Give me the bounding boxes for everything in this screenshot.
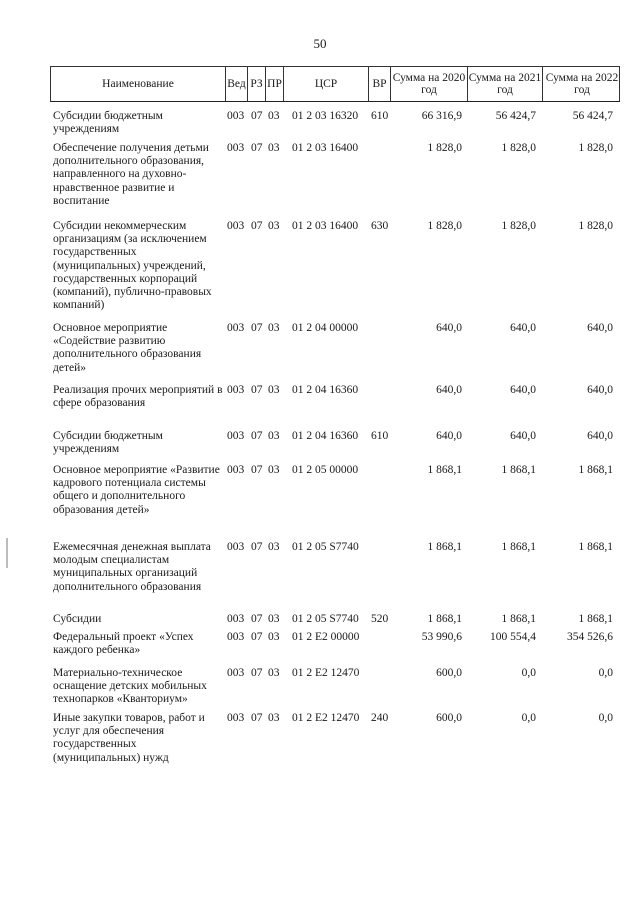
row-rz: 07 xyxy=(251,110,263,122)
row-sum-2020: 1 828,0 xyxy=(427,142,462,154)
row-ved: 003 xyxy=(227,110,245,122)
row-ved: 003 xyxy=(227,464,245,476)
scan-margin-mark xyxy=(6,538,8,568)
row-vr: 610 xyxy=(371,430,389,442)
row-rz: 07 xyxy=(251,541,263,553)
header-name: Наименование xyxy=(51,67,226,101)
row-sum-2020: 53 990,6 xyxy=(421,631,462,643)
row-name: Федеральный проект «Успех каждого ребенка» xyxy=(53,631,194,657)
row-sum-2020: 1 868,1 xyxy=(427,613,462,625)
row-sum-2020: 640,0 xyxy=(436,384,462,396)
row-pr: 03 xyxy=(268,712,280,724)
row-sum-2022: 640,0 xyxy=(587,384,613,396)
row-sum-2020: 1 868,1 xyxy=(427,541,462,553)
row-csr: 01 2 05 S7740 xyxy=(292,541,359,553)
row-csr: 01 2 04 16360 xyxy=(292,384,359,396)
row-sum-2022: 354 526,6 xyxy=(567,631,613,643)
header-pr: ПР xyxy=(266,67,284,101)
header-csr: ЦСР xyxy=(284,67,369,101)
row-pr: 03 xyxy=(268,322,280,334)
header-rz: РЗ xyxy=(248,67,266,101)
row-csr: 01 2 05 S7740 xyxy=(292,613,359,625)
row-sum-2021: 100 554,4 xyxy=(490,631,536,643)
header-sum-2021: Сумма на 2021 год xyxy=(468,67,543,101)
row-rz: 07 xyxy=(251,667,263,679)
row-pr: 03 xyxy=(268,613,280,625)
row-ved: 003 xyxy=(227,430,245,442)
row-name: Субсидии бюджетным учреждениям xyxy=(53,430,163,456)
row-rz: 07 xyxy=(251,322,263,334)
row-sum-2020: 1 828,0 xyxy=(427,220,462,232)
row-ved: 003 xyxy=(227,712,245,724)
row-rz: 07 xyxy=(251,464,263,476)
row-sum-2021: 1 828,0 xyxy=(501,142,536,154)
header-sum-2022: Сумма на 2022 год xyxy=(545,72,619,96)
row-csr: 01 2 03 16320 xyxy=(292,110,359,122)
row-vr: 520 xyxy=(371,613,389,625)
row-pr: 03 xyxy=(268,631,280,643)
row-sum-2020: 600,0 xyxy=(436,667,462,679)
row-rz: 07 xyxy=(251,384,263,396)
row-sum-2022: 56 424,7 xyxy=(572,110,613,122)
row-sum-2022: 1 828,0 xyxy=(578,142,613,154)
page-number: 50 xyxy=(313,36,327,51)
row-csr: 01 2 05 00000 xyxy=(292,464,359,476)
row-sum-2021: 1 828,0 xyxy=(501,220,536,232)
row-name: Субсидии xyxy=(53,613,102,625)
row-sum-2020: 640,0 xyxy=(436,322,462,334)
row-pr: 03 xyxy=(268,110,280,122)
row-name: Основное мероприятие «Содействие развитию дополнительного образования детей» xyxy=(53,322,202,374)
row-vr: 610 xyxy=(371,110,389,122)
row-pr: 03 xyxy=(268,142,280,154)
row-pr: 03 xyxy=(268,464,280,476)
row-ved: 003 xyxy=(227,142,245,154)
row-sum-2021: 1 868,1 xyxy=(501,613,536,625)
row-csr: 01 2 03 16400 xyxy=(292,220,359,232)
row-sum-2020: 600,0 xyxy=(436,712,462,724)
row-sum-2021: 0,0 xyxy=(521,667,536,679)
row-name: Ежемесячная денежная выплата молодым специалистам муниципальных организаций дополнительного образования xyxy=(53,541,211,593)
row-sum-2020: 66 316,9 xyxy=(421,110,462,122)
row-name: Материально-техническое оснащение детских мобильных технопарков «Кванториум» xyxy=(53,667,207,706)
row-ved: 003 xyxy=(227,541,245,553)
row-csr: 01 2 E2 12470 xyxy=(292,667,360,679)
row-sum-2022: 1 868,1 xyxy=(578,464,613,476)
row-name: Основное мероприятие «Развитие кадрового потенциала системы общего и дополнительного образования детей» xyxy=(53,464,220,516)
header-ved: Вед xyxy=(226,67,248,101)
row-sum-2021: 640,0 xyxy=(510,430,536,442)
row-sum-2021: 640,0 xyxy=(510,384,536,396)
row-pr: 03 xyxy=(268,220,280,232)
row-sum-2022: 640,0 xyxy=(587,430,613,442)
row-sum-2021: 1 868,1 xyxy=(501,541,536,553)
row-sum-2022: 0,0 xyxy=(598,667,613,679)
row-csr: 01 2 E2 12470 xyxy=(292,712,360,724)
row-sum-2020: 640,0 xyxy=(436,430,462,442)
row-name: Субсидии бюджетным учреждениям xyxy=(53,110,163,136)
row-csr: 01 2 04 00000 xyxy=(292,322,359,334)
row-csr: 01 2 E2 00000 xyxy=(292,631,360,643)
row-ved: 003 xyxy=(227,220,245,232)
row-rz: 07 xyxy=(251,712,263,724)
row-sum-2022: 1 868,1 xyxy=(578,541,613,553)
row-ved: 003 xyxy=(227,613,245,625)
row-pr: 03 xyxy=(268,384,280,396)
row-sum-2020: 1 868,1 xyxy=(427,464,462,476)
row-pr: 03 xyxy=(268,667,280,679)
row-sum-2021: 0,0 xyxy=(521,712,536,724)
row-name: Иные закупки товаров, работ и услуг для обеспечения государственных (муниципальных) нужд xyxy=(53,712,205,764)
row-csr: 01 2 04 16360 xyxy=(292,430,359,442)
row-rz: 07 xyxy=(251,220,263,232)
row-ved: 003 xyxy=(227,384,245,396)
row-sum-2022: 0,0 xyxy=(598,712,613,724)
row-name: Субсидии некоммерческим организациям (за исключением государственных (муниципальных) учреждений, государственных корпораций (компаний), публично-правовых компаний) xyxy=(53,220,212,312)
row-sum-2021: 640,0 xyxy=(510,322,536,334)
row-rz: 07 xyxy=(251,631,263,643)
row-pr: 03 xyxy=(268,541,280,553)
row-name: Реализация прочих мероприятий в сфере образования xyxy=(53,384,223,410)
row-sum-2022: 1 828,0 xyxy=(578,220,613,232)
row-sum-2021: 1 868,1 xyxy=(501,464,536,476)
row-ved: 003 xyxy=(227,667,245,679)
row-pr: 03 xyxy=(268,430,280,442)
header-sum-2020: Сумма на 2020 год xyxy=(391,67,468,101)
row-csr: 01 2 03 16400 xyxy=(292,142,359,154)
row-sum-2022: 640,0 xyxy=(587,322,613,334)
table-header xyxy=(50,66,620,102)
row-rz: 07 xyxy=(251,142,263,154)
row-vr: 630 xyxy=(371,220,389,232)
row-sum-2021: 56 424,7 xyxy=(495,110,536,122)
row-sum-2022: 1 868,1 xyxy=(578,613,613,625)
row-ved: 003 xyxy=(227,631,245,643)
row-name: Обеспечение получения детьми дополнительного образования, направленного на духовно-нравственное развитие и воспитание xyxy=(53,142,209,207)
row-vr: 240 xyxy=(371,712,389,724)
header-vr: ВР xyxy=(369,67,391,101)
row-rz: 07 xyxy=(251,613,263,625)
row-rz: 07 xyxy=(251,430,263,442)
row-ved: 003 xyxy=(227,322,245,334)
